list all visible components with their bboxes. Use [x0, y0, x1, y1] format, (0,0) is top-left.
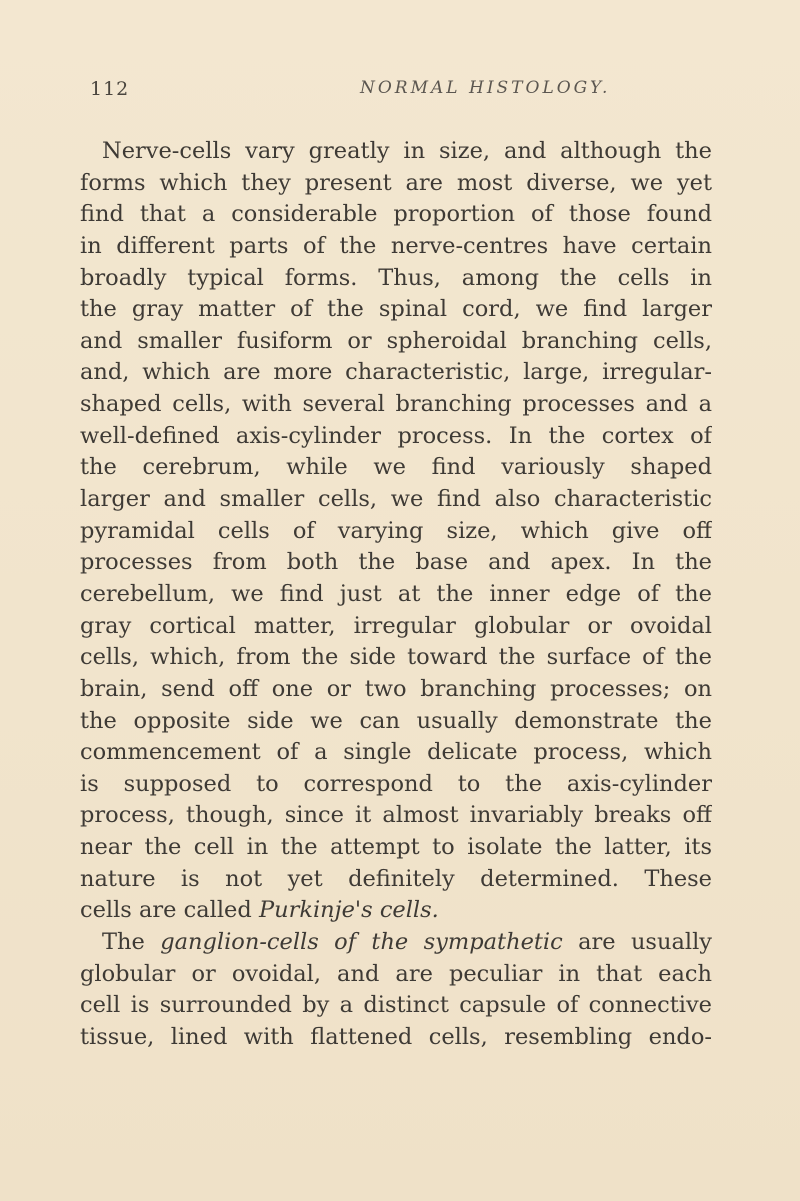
text-line: well-defined axis-cylinder process. In the cortex of	[80, 422, 712, 449]
text-line: and smaller fusiform or spheroidal branching cells,	[80, 327, 712, 354]
text-line: globular or ovoidal, and are peculiar in that each	[80, 960, 712, 987]
page-number: 112	[90, 78, 130, 100]
running-title: NORMAL HISTOLOGY.	[360, 78, 611, 98]
text-line: commencement of a single delicate process, which	[80, 739, 712, 766]
text-line: broadly typical forms. Thus, among the cells in	[80, 264, 712, 291]
text-line: and, which are more characteristic, large, irregular-	[80, 359, 712, 386]
text-line: cell is surrounded by a distinct capsule of connective	[80, 992, 712, 1019]
text-line: the gray matter of the spinal cord, we find larger	[80, 296, 712, 323]
italic-term-ganglion-cells: ganglion-cells of the sympathetic	[160, 929, 563, 956]
text-run: are usually	[562, 929, 712, 956]
text-line: nature is not yet definitely determined. These	[80, 865, 712, 892]
text-line: is supposed to correspond to the axis-cylinder	[80, 770, 712, 797]
body-text	[80, 136, 712, 1054]
text-line: tissue, lined with flattened cells, resembling endo-	[80, 1023, 712, 1050]
text-line: cells, which, from the side toward the surface of the	[80, 644, 712, 671]
text-line: in different parts of the nerve-centres have certain	[80, 232, 712, 259]
text-line: find that a considerable proportion of those found	[80, 201, 712, 228]
text-line: the opposite side we can usually demonstrate the	[80, 707, 712, 734]
text-line: larger and smaller cells, we find also characteristic	[80, 486, 712, 513]
text-line: near the cell in the attempt to isolate the latter, its	[80, 834, 712, 861]
text-run: cells are called	[80, 897, 259, 924]
text-line: Nerve-cells vary greatly in size, and although the	[102, 138, 712, 164]
text-run: The	[102, 929, 161, 956]
running-head	[90, 78, 730, 110]
text-line: process, though, since it almost invariably breaks off	[80, 802, 712, 829]
text-line: cerebellum, we find just at the inner edge of the	[80, 580, 712, 607]
text-line: shaped cells, with several branching processes and a	[80, 391, 712, 418]
text-line: forms which they present are most diverse, we yet	[80, 169, 712, 196]
italic-term-purkinje-cells: Purkinje's cells.	[258, 897, 439, 924]
text-line: the cerebrum, while we find variously shaped	[80, 454, 712, 481]
text-line: processes from both the base and apex. In the	[80, 549, 712, 576]
text-line-ganglion	[80, 927, 712, 959]
text-line: brain, send off one or two branching processes; on	[80, 675, 712, 702]
text-line: pyramidal cells of varying size, which give off	[80, 517, 712, 544]
text-line-purkinje	[80, 895, 712, 927]
text-line: gray cortical matter, irregular globular or ovoidal	[80, 612, 712, 639]
